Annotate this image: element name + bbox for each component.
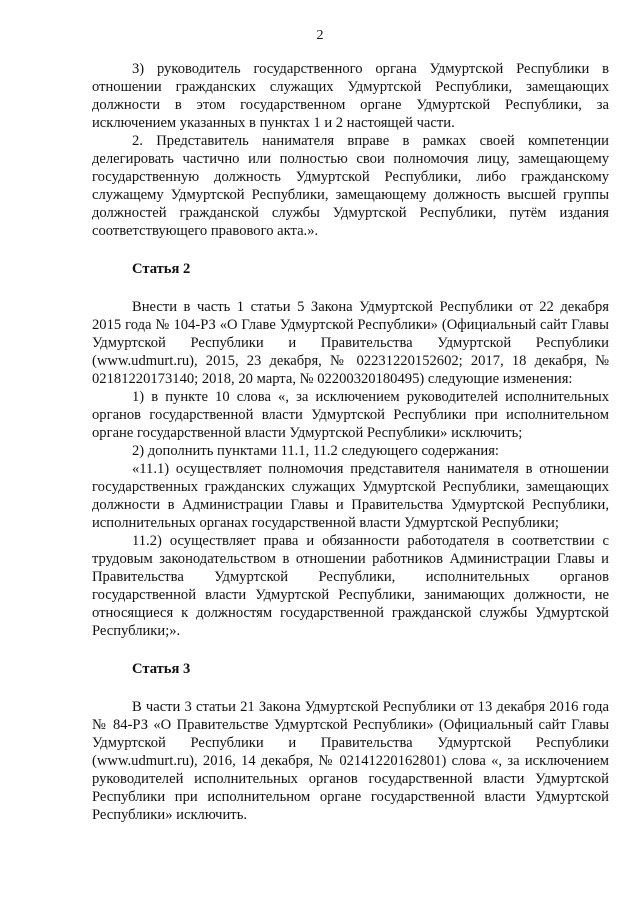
article-3-heading: Статья 3	[132, 661, 191, 677]
paragraph: 11.2) осуществляет права и обязанности работодателя в соответствии с трудовым законодательством в отношении работников Администрации Главы и Правительства Удмуртской Республики, исполнительных органов государственной власти Удмуртской Республики, занимающих должности, не относящиеся к должностям государственной гражданской службы Удмуртской Республики;».	[92, 533, 609, 639]
page-number: 2	[316, 28, 324, 43]
paragraph: «11.1) осуществляет полномочия представителя нанимателя в отношении государственных гражданских служащих Удмуртской Республики, замещающих должности в Администрации Главы и Правительства Удмуртской Республики, исполнительных органах государственной власти Удмуртской Республики;	[92, 461, 609, 531]
paragraph: 3) руководитель государственного органа Удмуртской Республики в отношении гражданских служащих Удмуртской Республики, замещающих должности в этом государственном органе Удмуртской Республики, за исключением указанных в пунктах 1 и 2 настоящей части.	[92, 61, 609, 131]
paragraph: Внести в часть 1 статьи 5 Закона Удмуртской Республики от 22 декабря 2015 года № 104-РЗ «О Главе Удмуртской Республики» (Официальный сайт Главы Удмуртской Республики и Правительства Удмуртской Республики (www.udmurt.ru), 2015, 23 декабря, № 02231220152602; 2017, 18 декабря, № 02181220173140; 2018, 20 марта, № 02200320180495) следующие изменения:	[92, 299, 609, 387]
paragraph: 2) дополнить пунктами 11.1, 11.2 следующего содержания:	[132, 443, 499, 459]
paragraph: В части 3 статьи 21 Закона Удмуртской Республики от 13 декабря 2016 года № 84-РЗ «О Правительстве Удмуртской Республики» (Официальный сайт Главы Удмуртской Республики и Правительства Удмуртской Республики (www.udmurt.ru), 2016, 14 декабря, № 02141220162801) слова «, за исключением руководителей исполнительных органов государственной власти Удмуртской Республики при исполнительном органе государственной власти Удмуртской Республики» исключить.	[92, 699, 609, 823]
paragraph: 2. Представитель нанимателя вправе в рамках своей компетенции делегировать частично или полностью свои полномочия лицу, замещающему государственную должность Удмуртской Республики, либо гражданскому служащему Удмуртской Республики, замещающему должность высшей группы должностей гражданской службы Удмуртской Республики, путём издания соответствующего правового акта.».	[92, 133, 609, 239]
document-body	[92, 60, 609, 824]
paragraph: 1) в пункте 10 слова «, за исключением руководителей исполнительных органов государственной власти Удмуртской Республики при исполнительном органе государственной власти Удмуртской Республики» исключить;	[92, 389, 609, 441]
article-2-heading: Статья 2	[132, 261, 191, 277]
